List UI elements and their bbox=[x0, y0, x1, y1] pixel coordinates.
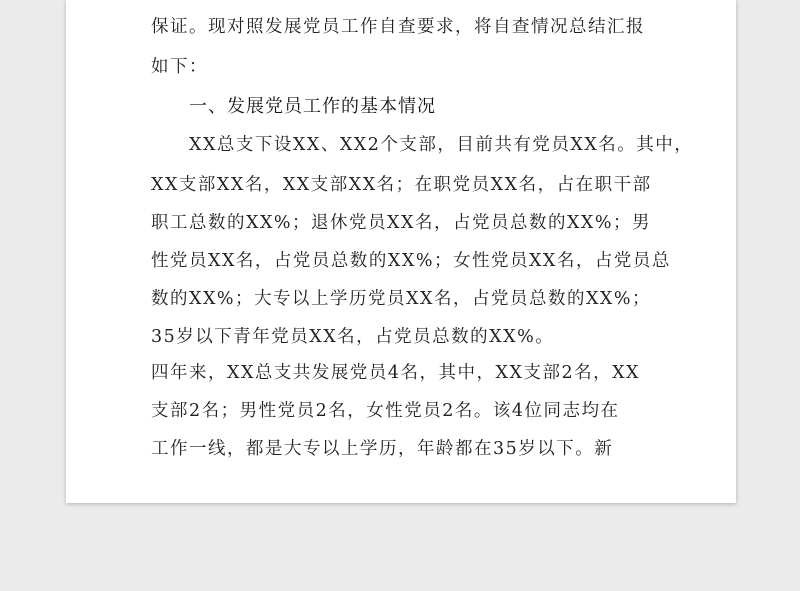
body-line: 职工总数的XX%；退休党员XX名，占党员总数的XX%；男 bbox=[151, 213, 652, 233]
body-line: 保证。现对照发展党员工作自查要求，将自查情况总结汇报 bbox=[151, 17, 645, 37]
body-line: 如下： bbox=[151, 57, 208, 77]
body-line: 工作一线，都是大专以上学历，年龄都在35岁以下。新 bbox=[151, 439, 614, 459]
document-page bbox=[66, 0, 736, 503]
body-line: XX总支下设XX、XX2个支部，目前共有党员XX名。其中， bbox=[189, 135, 694, 155]
body-line: 数的XX%；大专以上学历党员XX名，占党员总数的XX%； bbox=[151, 289, 652, 309]
body-line: XX支部XX名，XX支部XX名；在职党员XX名，占在职干部 bbox=[151, 175, 652, 195]
body-line: 性党员XX名，占党员总数的XX%；女性党员XX名，占党员总 bbox=[151, 251, 671, 271]
section-heading: 一、发展党员工作的基本情况 bbox=[189, 96, 436, 117]
body-line: 35岁以下青年党员XX名，占党员总数的XX%。 bbox=[151, 327, 555, 347]
body-line: 支部2名；男性党员2名，女性党员2名。该4位同志均在 bbox=[151, 401, 620, 421]
body-line: 四年来，XX总支共发展党员4名，其中，XX支部2名，XX bbox=[151, 363, 641, 383]
